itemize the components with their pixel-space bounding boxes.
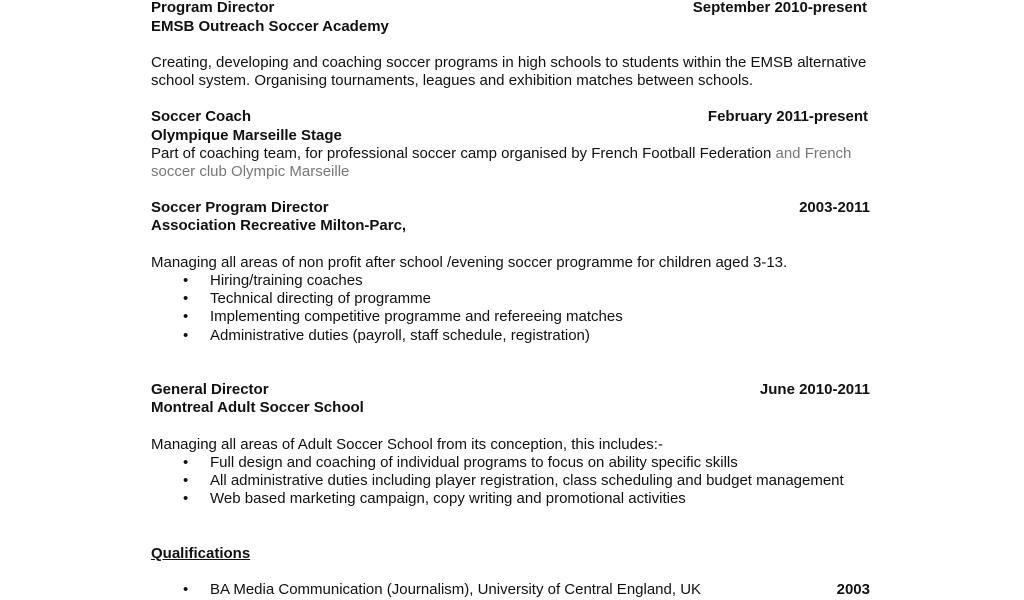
job-org: Montreal Adult Soccer School	[151, 399, 364, 416]
item-text: All administrative duties including player registration, class scheduling and budget management	[210, 472, 844, 489]
bullet-icon: •	[183, 290, 189, 307]
qualification-year: 2003	[836, 581, 870, 598]
job-org: Association Recreative Milton-Parc,	[151, 217, 407, 234]
job-title: Program Director	[151, 0, 275, 16]
item-text: BA Media Communication (Journalism), University of Central England, UK	[210, 581, 702, 598]
job-dates: February 2011-present	[707, 108, 868, 125]
job-dates: 2003-2011	[799, 199, 870, 216]
item-text: Hiring/training coaches	[210, 272, 363, 289]
item-text: Administrative duties (payroll, staff schedule, registration)	[210, 327, 590, 344]
bullet-icon: •	[183, 490, 189, 507]
bullet-icon: •	[183, 308, 189, 325]
item-text: Web based marketing campaign, copy writing and promotional activities	[210, 490, 686, 507]
list-item	[183, 490, 686, 508]
bullet-icon: •	[183, 472, 189, 489]
job-dates: September 2010-present	[692, 0, 867, 16]
job-intro: Managing all areas of non profit after school /evening soccer programme for children aged 3-13.	[151, 254, 788, 271]
section-heading: Qualifications	[151, 545, 251, 562]
job-description	[151, 145, 851, 163]
item-text: Full design and coaching of individual programs to focus on ability specific skills	[210, 454, 738, 471]
desc-text: Part of coaching team, for professional soccer camp organised by French Football Federation	[151, 145, 772, 162]
list-item	[183, 272, 363, 290]
job-org: EMSB Outreach Soccer Academy	[151, 18, 389, 35]
job-org: Olympique Marseille Stage	[151, 127, 342, 144]
job-description: school system. Organising tournaments, leagues and exhibition matches between schools.	[151, 72, 753, 89]
list-item	[183, 581, 701, 599]
list-item	[183, 290, 431, 308]
desc-text: and French	[771, 145, 852, 162]
job-description: soccer club Olympic Marseille	[151, 163, 350, 180]
item-text: Technical directing of programme	[210, 290, 431, 307]
job-title: Soccer Program Director	[151, 199, 329, 216]
item-text: Implementing competitive programme and refereeing matches	[210, 308, 623, 325]
bullet-icon: •	[183, 581, 189, 598]
job-title: General Director	[151, 381, 269, 398]
list-item	[183, 327, 590, 345]
bullet-icon: •	[183, 327, 189, 344]
job-title: Soccer Coach	[151, 108, 252, 125]
job-intro: Managing all areas of Adult Soccer School from its conception, this includes:-	[151, 436, 663, 453]
list-item	[183, 454, 738, 472]
job-dates: June 2010-2011	[759, 381, 870, 398]
bullet-icon: •	[183, 454, 189, 471]
list-item	[183, 472, 844, 490]
bullet-icon: •	[183, 272, 189, 289]
list-item	[183, 308, 623, 326]
job-description: Creating, developing and coaching soccer programs in high schools to students within the EMSB alternative	[151, 54, 867, 71]
